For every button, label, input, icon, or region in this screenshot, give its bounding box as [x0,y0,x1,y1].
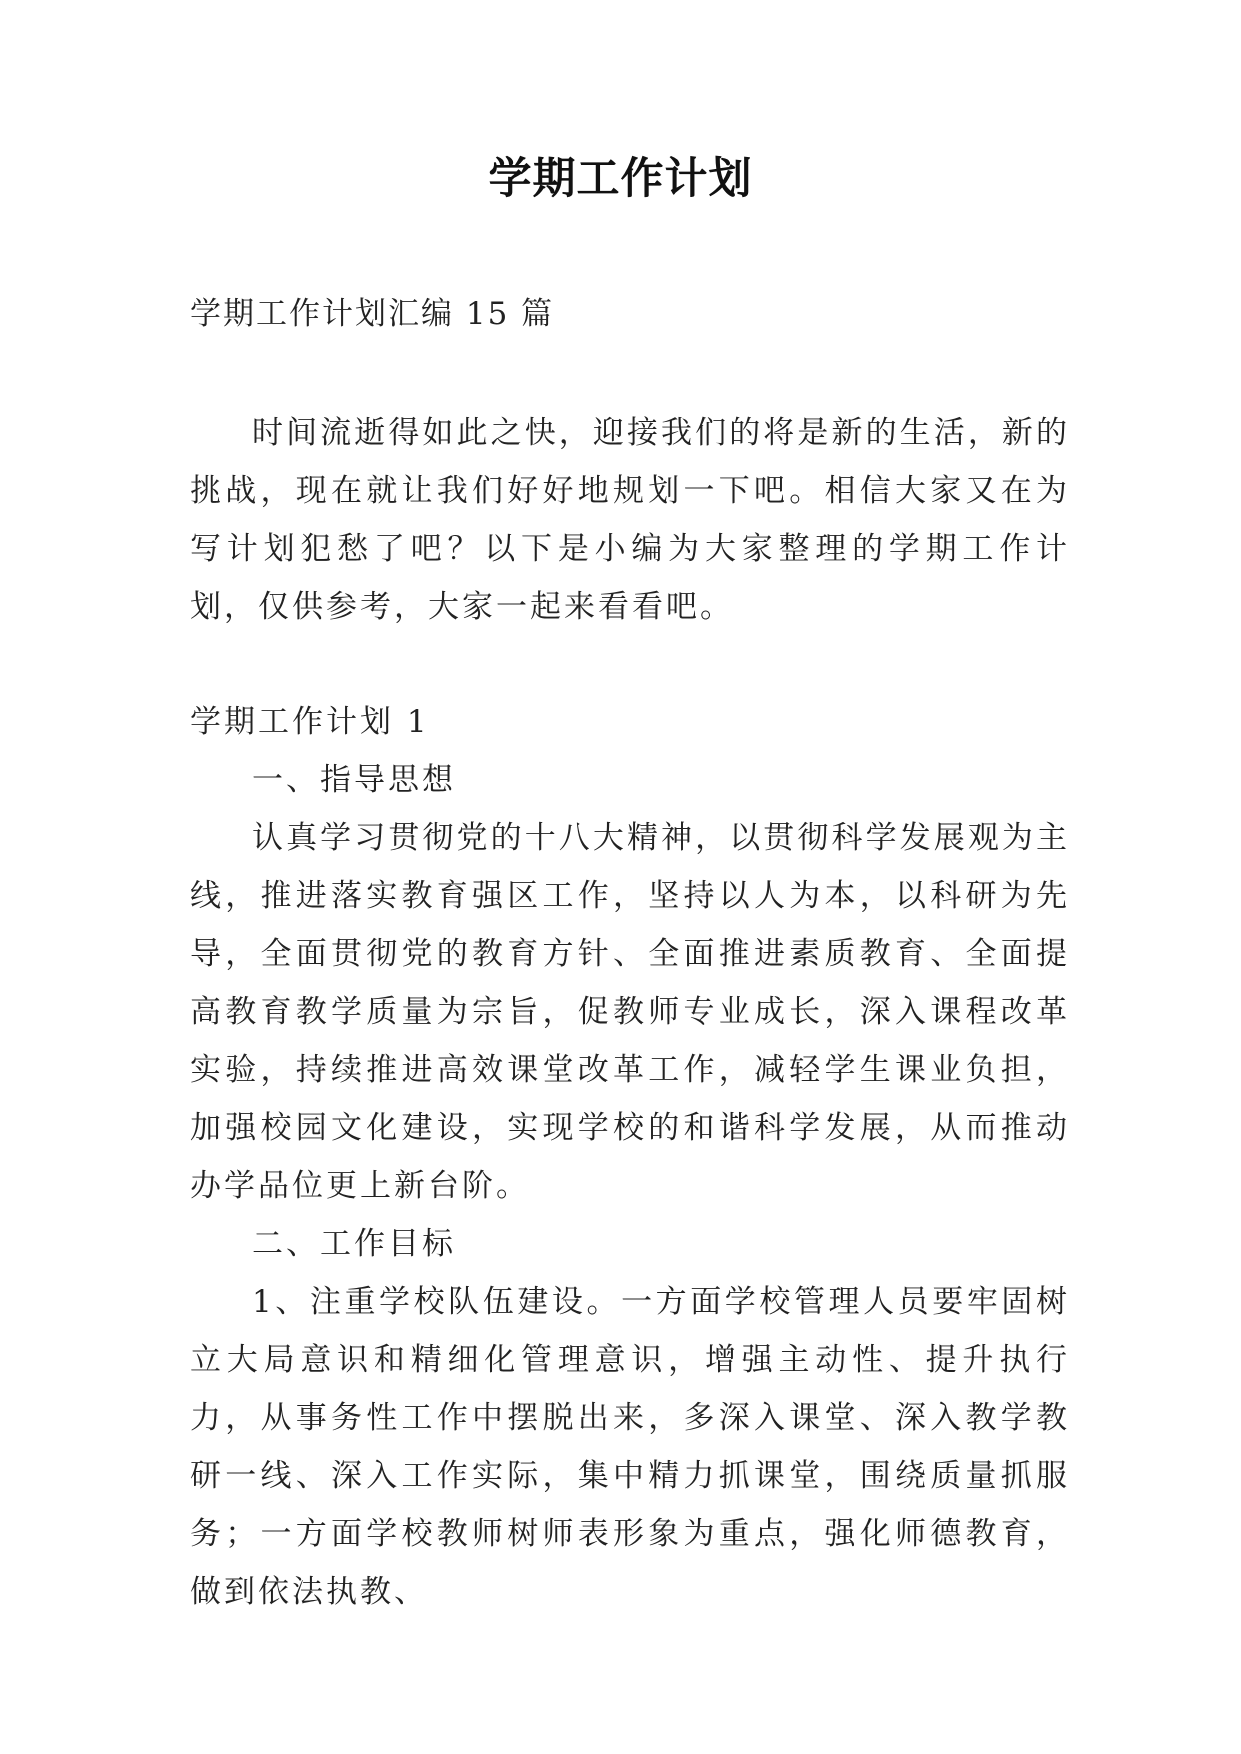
paragraph-work-goals: 1、注重学校队伍建设。一方面学校管理人员要牢固树立大局意识和精细化管理意识，增强主动性、提升执行力，从事务性工作中摆脱出来，多深入课堂、深入教学教研一线、深入工作实际，集中精力抓课堂，围绕质量抓服务；一方面学校教师树师表形象为重点，强化师德教育，做到依法执教、 [190,1284,1070,1610]
intro-block [190,404,1070,636]
intro-paragraph: 时间流逝得如此之快，迎接我们的将是新的生活，新的挑战，现在就让我们好好地规划一下吧。相信大家又在为写计划犯愁了吧？以下是小编为大家整理的学期工作计划，仅供参考，大家一起来看看吧。 [190,415,1070,625]
paragraph-guiding-ideology: 认真学习贯彻党的十八大精神，以贯彻科学发展观为主线，推进落实教育强区工作，坚持以人为本，以科研为先导，全面贯彻党的教育方针、全面推进素质教育、全面提高教育教学质量为宗旨，促教师专业成长，深入课程改革实验，持续推进高效课堂改革工作，减轻学生课业负担，加强校园文化建设，实现学校的和谐科学发展，从而推动办学品位更上新台阶。 [190,820,1070,1204]
subsection-heading-guiding-ideology: 一、指导思想 [252,762,456,798]
section-heading: 学期工作计划 1 [190,704,430,740]
document-title: 学期工作计划 [488,154,753,204]
section-1 [190,693,1070,1621]
subsection-heading-work-goals: 二、工作目标 [252,1226,456,1262]
document-subtitle: 学期工作计划汇编 15 篇 [190,296,555,332]
